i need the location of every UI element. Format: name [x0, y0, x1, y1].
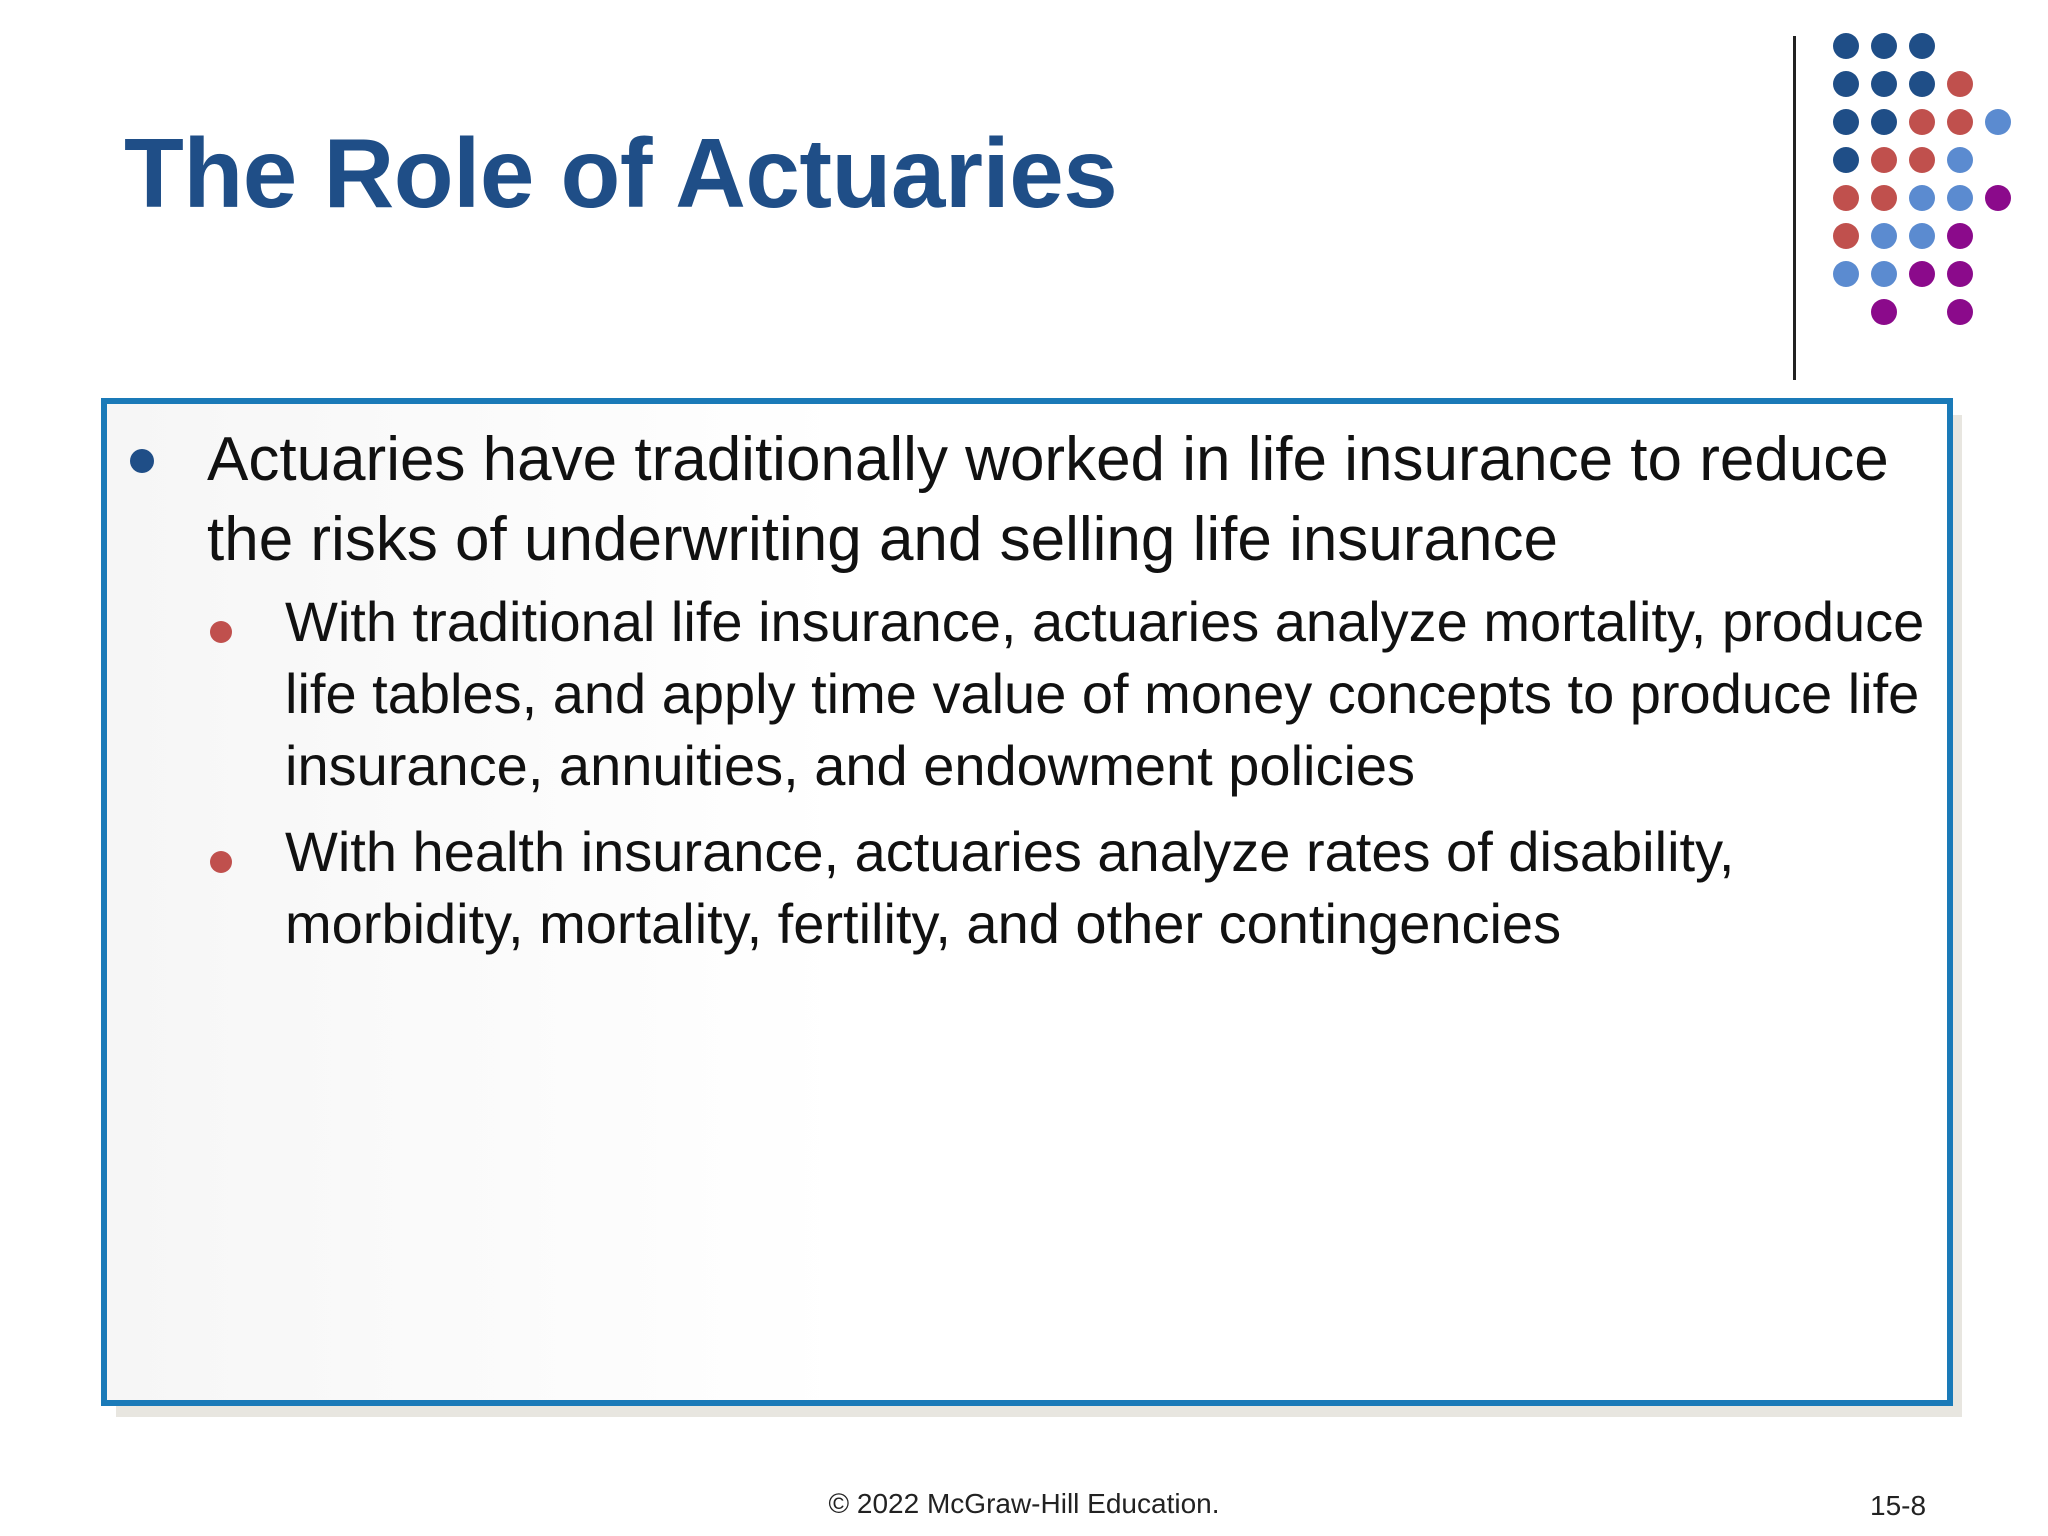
sub-bullet-dot-icon	[210, 851, 232, 873]
decorative-dot	[1871, 71, 1897, 97]
decorative-dot	[1909, 261, 1935, 287]
decorative-dot	[1833, 223, 1859, 249]
decorative-dot	[1985, 185, 2011, 211]
decorative-dot	[1947, 185, 1973, 211]
decorative-dot	[1871, 261, 1897, 287]
decorative-dot	[1833, 71, 1859, 97]
bullet-dot-icon	[130, 449, 154, 473]
decorative-dot	[1909, 185, 1935, 211]
decorative-dot	[1871, 185, 1897, 211]
decorative-dot	[1871, 33, 1897, 59]
decorative-dot	[1871, 299, 1897, 325]
decorative-dot	[1947, 71, 1973, 97]
slide-title: The Role of Actuaries	[124, 118, 1118, 228]
decorative-dot	[1909, 33, 1935, 59]
decorative-dot	[1947, 109, 1973, 135]
decorative-dot	[1909, 71, 1935, 97]
footer-copyright: © 2022 McGraw-Hill Education.	[828, 1488, 1220, 1519]
decorative-dot	[1833, 33, 1859, 59]
page-number: 15-8	[1870, 1490, 1927, 1521]
bullet-main: Actuaries have traditionally worked in life insurance to reduce the risks of underwriting and selling life insurance	[207, 425, 1889, 574]
sub-bullet-2: With health insurance, actuaries analyze rates of disability, morbidity, mortality, fertility, and other contingencies	[285, 820, 1735, 955]
decorative-dot	[1947, 261, 1973, 287]
decorative-dot	[1947, 299, 1973, 325]
decorative-dot	[1947, 223, 1973, 249]
decorative-dot	[1871, 147, 1897, 173]
decorative-dot	[1909, 223, 1935, 249]
decorative-dot	[1833, 147, 1859, 173]
decorative-dot	[1833, 109, 1859, 135]
decorative-dot	[1909, 147, 1935, 173]
decorative-dot	[1947, 147, 1973, 173]
sub-bullet-dot-icon	[210, 621, 232, 643]
decorative-dot	[1833, 185, 1859, 211]
decorative-dot	[1909, 109, 1935, 135]
decorative-dot	[1871, 223, 1897, 249]
decorative-dot	[1871, 109, 1897, 135]
content-box	[101, 398, 1953, 1406]
decorative-dot-grid-icon	[1830, 30, 2030, 340]
decorative-dot	[1985, 109, 2011, 135]
decorative-dot	[1833, 261, 1859, 287]
vertical-divider	[1793, 36, 1796, 380]
sub-bullet-1: With traditional life insurance, actuaries analyze mortality, produce life tables, and apply time value of money concepts to produce life insurance, annuities, and endowment policies	[285, 590, 1925, 797]
